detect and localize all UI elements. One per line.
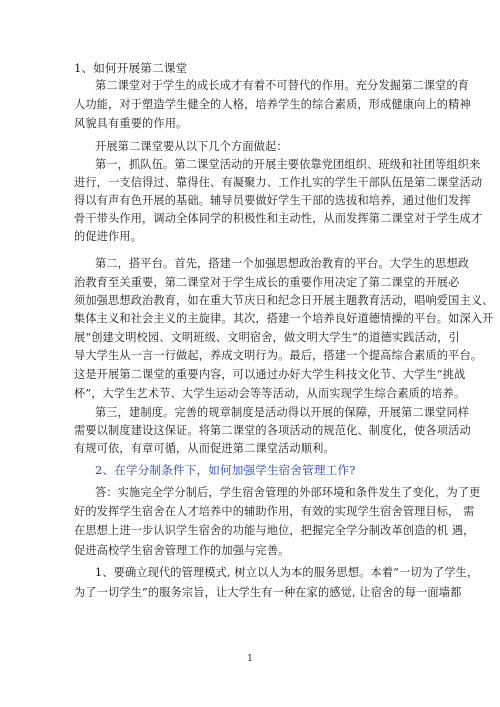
- text-line: 答：实施完全学分制后，学生宿舍管理的外部环境和条件发生了变化，为了更: [95, 486, 481, 499]
- text-line: 促进高校学生宿舍管理工作的加强与完善。: [74, 544, 290, 557]
- text-line: 风貌具有重要的作用。: [74, 117, 188, 130]
- text-line: 的促进作用。: [74, 230, 143, 243]
- section-heading: 1、如何开展第二课堂: [74, 61, 188, 75]
- text-line: 开展第二课堂要从以下几个方面做起：: [95, 140, 288, 153]
- page-number: 1: [247, 654, 253, 664]
- text-line: 需要以制度建设这保证。将第二课堂的各项活动的规范化、制度化，使各项活动: [74, 424, 471, 437]
- text-line: 集体主义和社会主义的主旋律。其次，搭建一个培养良好道德情操的平台。如深入开: [74, 312, 494, 325]
- text-line: 第一，抓队伍。第二课堂活动的开展主要依靠党团组织、班级和社团等组织来: [95, 158, 481, 171]
- text-line: 在思想上进一步认识学生宿舍的功能与地位，把握完全学分制改革创造的机 遇，: [74, 524, 475, 537]
- text-line: 骨干带头作用，调动全体同学的积极性和主动性，从而发挥第二课堂对于学生成才: [74, 212, 483, 225]
- text-line: 治教育至关重要，第二课堂对于学生成长的重要作用决定了第二课堂的开展必: [74, 276, 460, 289]
- text-line: 导大学生从一言一行做起，养成文明行为。最后，搭建一个提高综合素质的平台。: [74, 349, 483, 362]
- text-line: 这是开展第二课堂的重要内容，可以通过办好大学生科技文化节、大学生“挑战: [74, 368, 466, 381]
- text-line: 第三，建制度。完善的规章制度是活动得以开展的保障，开展第二课堂同样: [95, 406, 470, 419]
- text-line: 第二，搭平台。首先，搭建一个加强思想政治教育的平台。大学生的思想政: [95, 257, 470, 270]
- text-line: 1、要确立现代的管理模式, 树立以人为本的服务思想。本着“一切为了学生，: [95, 566, 479, 579]
- text-line: 展“创建文明校园、文明班级、文明宿舍，做文明大学生”的道德实践活动，引: [74, 331, 460, 344]
- text-line: 第二课堂对于学生的成长成才有着不可替代的作用。充分发掘第二课堂的育: [95, 79, 470, 92]
- text-line: 有规可依，有章可循，从而促进第二课堂活动顺利。: [74, 442, 335, 455]
- text-line: 进行，一支信得过、靠得住、有凝聚力、工作扎实的学生干部队伍是第二课堂活动: [74, 176, 483, 189]
- question-heading: 2、在学分制条件下，如何加强学生宿舍管理工作?: [95, 463, 356, 477]
- text-line: 得以有声有色开展的基础。辅导员要做好学生干部的选拔和培养，通过他们发挥: [74, 194, 471, 207]
- text-line: 须加强思想政治教育，如在重大节庆日和纪念日开展主题教育活动，唱响爱国主义、: [74, 294, 494, 307]
- text-line: 杯”，大学生艺术节、大学生运动会等等活动，从而实现学生综合素质的培养。: [74, 387, 466, 400]
- text-line: 人功能，对于塑造学生健全的人格，培养学生的综合素质，形成健康向上的精神: [74, 98, 471, 111]
- text-line: 好的发挥学生宿舍在人才培养中的辅助作用，有效的实现学生宿舍管理目标， 需: [74, 505, 475, 518]
- text-line: 为了一切学生”的服务宗旨，让大学生有一种在家的感觉, 让宿舍的每一面墙都: [74, 586, 462, 599]
